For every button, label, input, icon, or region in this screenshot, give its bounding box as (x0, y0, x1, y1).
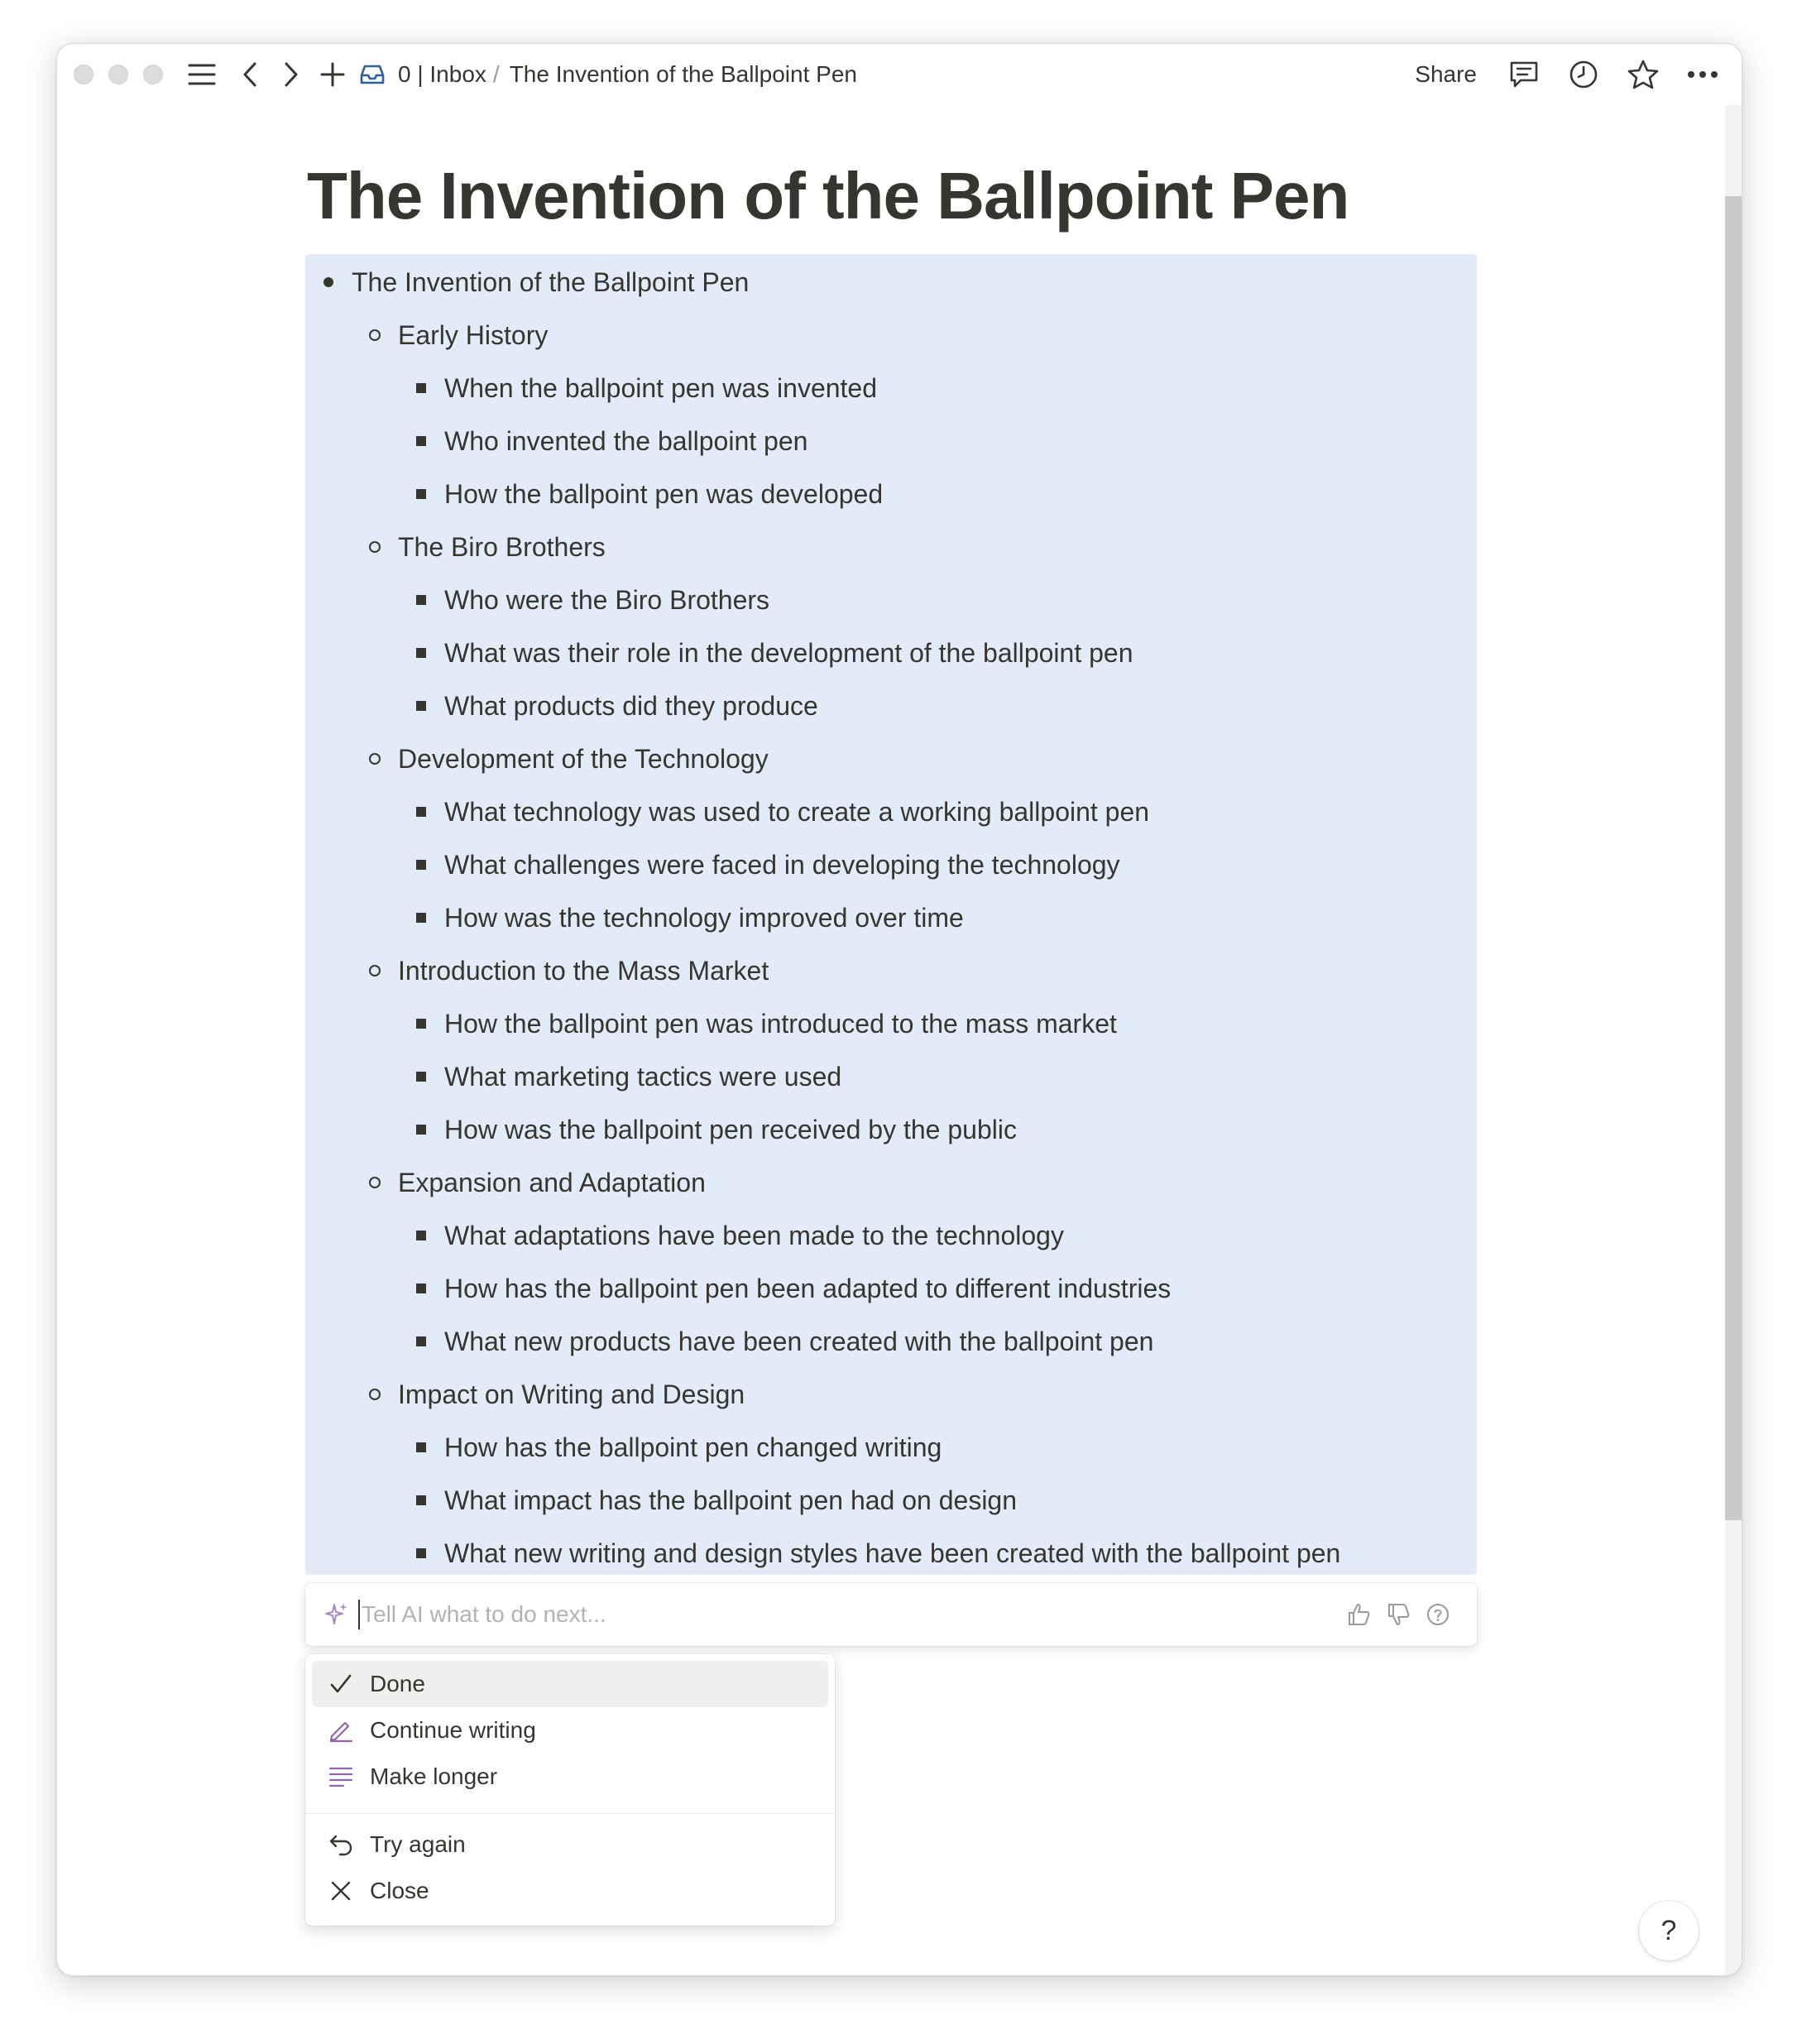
bullet-slot (398, 860, 444, 870)
square-bullet-icon (416, 1442, 426, 1452)
outline-item-text: Early History (398, 319, 549, 350)
menu-divider (305, 1813, 835, 1814)
outline-item-level-2[interactable] (352, 521, 606, 573)
square-bullet-icon (416, 595, 426, 605)
square-bullet-icon (416, 383, 426, 393)
outline-item-text: How was the technology improved over time (444, 902, 964, 933)
menu-item-close[interactable] (312, 1868, 828, 1914)
minimize-window-button[interactable] (108, 65, 128, 84)
bullet-slot (352, 1389, 398, 1400)
close-icon (325, 1875, 357, 1907)
bullet-slot (352, 965, 398, 976)
outline-item-text: How has the ballpoint pen been adapted to different industries (444, 1273, 1172, 1303)
history-clock-icon[interactable] (1565, 55, 1603, 94)
bullet-slot (398, 436, 444, 446)
circle-bullet-icon (369, 1177, 381, 1188)
check-icon (325, 1668, 357, 1700)
outline-item-level-1[interactable] (305, 256, 749, 309)
square-bullet-icon (416, 1125, 426, 1135)
outline-item-text: The Biro Brothers (398, 531, 606, 562)
outline-item-text: When the ballpoint pen was invented (444, 372, 878, 403)
ai-feedback-actions (1344, 1600, 1452, 1629)
favorite-star-icon[interactable] (1624, 55, 1662, 94)
menu-item-try-again[interactable] (312, 1821, 828, 1868)
bullet-slot (352, 753, 398, 765)
outline-item-level-3[interactable] (398, 997, 1117, 1050)
bullet-slot (398, 648, 444, 658)
outline-item-level-3[interactable] (398, 1209, 1064, 1262)
outline-item-level-3[interactable] (398, 1103, 1017, 1156)
square-bullet-icon (416, 1336, 426, 1346)
circle-bullet-icon (369, 329, 381, 341)
menu-item-continue-writing[interactable] (312, 1707, 828, 1754)
menu-item-label: Make longer (370, 1763, 498, 1789)
bullet-slot (398, 1125, 444, 1135)
square-bullet-icon (416, 1548, 426, 1558)
square-bullet-icon (416, 436, 426, 446)
close-window-button[interactable] (74, 65, 93, 84)
bullet-slot (398, 913, 444, 923)
circle-bullet-icon (369, 753, 381, 765)
outline-item-text: Expansion and Adaptation (398, 1167, 706, 1197)
outline-item-text: What products did they produce (444, 690, 818, 721)
menu-item-done[interactable] (312, 1661, 828, 1707)
bullet-slot (398, 1442, 444, 1452)
app-window (56, 43, 1742, 1976)
outline-item-text: What new writing and design styles have been created with the ballpoint pen (444, 1538, 1341, 1568)
outline-item-level-3[interactable] (398, 679, 818, 732)
thumbs-up-icon[interactable] (1344, 1600, 1373, 1629)
comments-icon[interactable] (1505, 55, 1543, 94)
undo-icon (325, 1829, 357, 1860)
outline-item-text: What challenges were faced in developing the technology (444, 849, 1120, 880)
share-button[interactable]: Share (1415, 61, 1477, 87)
outline-item-level-3[interactable] (398, 891, 964, 944)
outline-item-level-3[interactable] (398, 1421, 942, 1474)
zoom-window-button[interactable] (143, 65, 163, 84)
outline-item-level-3[interactable] (398, 1315, 1153, 1368)
square-bullet-icon (416, 1231, 426, 1240)
outline-item-level-3[interactable] (398, 1527, 1340, 1580)
outline-item-text: How the ballpoint pen was introduced to the mass market (444, 1008, 1117, 1039)
menu-item-label: Done (370, 1671, 425, 1696)
outline-item-level-2[interactable] (352, 944, 769, 997)
breadcrumb-separator: / (492, 61, 500, 87)
bullet-slot (305, 277, 352, 287)
more-options-icon[interactable] (1684, 55, 1722, 94)
bullet-slot (398, 1336, 444, 1346)
outline-item-level-2[interactable] (352, 1368, 745, 1421)
window-controls (74, 65, 163, 84)
outline-item-level-3[interactable] (398, 626, 1133, 679)
outline-item-text: Introduction to the Mass Market (398, 955, 769, 986)
disc-bullet-icon (323, 277, 333, 287)
ai-sparkle-icon (320, 1598, 353, 1631)
outline-item-level-3[interactable] (398, 468, 883, 521)
outline-item-text: How was the ballpoint pen received by the public (444, 1114, 1017, 1144)
bullet-slot (398, 1231, 444, 1240)
menu-item-make-longer[interactable] (312, 1754, 828, 1800)
menu-item-label: Close (370, 1878, 429, 1903)
square-bullet-icon (416, 1495, 426, 1505)
outline-item-level-2[interactable] (352, 732, 769, 785)
bullet-slot (398, 489, 444, 499)
outline-item-text: What was their role in the development of the ballpoint pen (444, 637, 1133, 668)
outline-item-level-3[interactable] (398, 415, 807, 468)
bullet-slot (398, 383, 444, 393)
outline-item-text: What adaptations have been made to the technology (444, 1220, 1064, 1250)
outline-item-level-2[interactable] (352, 309, 548, 362)
help-button[interactable]: ? (1639, 1901, 1699, 1960)
bullet-slot (398, 595, 444, 605)
inbox-icon[interactable] (353, 55, 391, 94)
circle-bullet-icon (369, 965, 381, 976)
outline-item-text: What new products have been created with the ballpoint pen (444, 1326, 1154, 1356)
square-bullet-icon (416, 1072, 426, 1082)
bullet-slot (398, 1283, 444, 1293)
breadcrumb-inbox[interactable]: 0 | Inbox (398, 61, 486, 87)
bullet-slot (352, 541, 398, 553)
bullet-slot (398, 1019, 444, 1029)
bullet-slot (398, 701, 444, 711)
circle-bullet-icon (369, 541, 381, 553)
ai-prompt-bar (305, 1583, 1477, 1646)
outline-item-level-3[interactable] (398, 1474, 1017, 1527)
forward-icon[interactable] (272, 55, 310, 94)
sidebar-menu-icon[interactable] (183, 55, 221, 94)
outline-item-text: Who invented the ballpoint pen (444, 425, 808, 456)
bullet-slot (352, 329, 398, 341)
ai-help-icon[interactable] (1424, 1600, 1452, 1629)
outline-item-level-2[interactable] (352, 1156, 706, 1209)
bullet-slot (398, 1495, 444, 1505)
outline-item-text: How has the ballpoint pen changed writing (444, 1432, 942, 1462)
outline-item-level-3[interactable] (398, 785, 1149, 838)
outline-item-level-3[interactable] (398, 573, 769, 626)
square-bullet-icon (416, 807, 426, 817)
square-bullet-icon (416, 648, 426, 658)
ai-action-menu (305, 1654, 835, 1926)
bullet-slot (398, 807, 444, 817)
outline-item-text: The Invention of the Ballpoint Pen (352, 266, 750, 297)
scrollbar-thumb[interactable] (1725, 196, 1742, 1520)
ai-prompt-input[interactable] (358, 1600, 1344, 1629)
back-icon[interactable] (231, 55, 269, 94)
outline-item-level-3[interactable] (398, 838, 1120, 891)
bullet-slot (398, 1072, 444, 1082)
title-bar (57, 44, 1742, 105)
square-bullet-icon (416, 701, 426, 711)
outline-item-text: What technology was used to create a working ballpoint pen (444, 796, 1150, 827)
breadcrumb-page[interactable]: The Invention of the Ballpoint Pen (509, 61, 857, 87)
menu-item-label: Try again (370, 1831, 466, 1857)
new-page-plus-icon[interactable] (314, 55, 352, 94)
bullet-slot (352, 1177, 398, 1188)
circle-bullet-icon (369, 1389, 381, 1400)
lines-icon (325, 1761, 357, 1792)
outline-item-level-3[interactable] (398, 1050, 841, 1103)
outline-item-level-3[interactable] (398, 1262, 1171, 1315)
outline-item-text: What marketing tactics were used (444, 1061, 842, 1092)
page-title[interactable]: The Invention of the Ballpoint Pen (307, 159, 1349, 233)
topbar-actions (1415, 44, 1722, 105)
square-bullet-icon (416, 1283, 426, 1293)
square-bullet-icon (416, 1019, 426, 1029)
square-bullet-icon (416, 913, 426, 923)
outline-item-level-3[interactable] (398, 362, 877, 415)
outline-item-text: Impact on Writing and Design (398, 1379, 745, 1409)
outline-item-text: Who were the Biro Brothers (444, 584, 770, 615)
menu-item-label: Continue writing (370, 1717, 536, 1743)
outline-item-text: How the ballpoint pen was developed (444, 478, 884, 509)
square-bullet-icon (416, 489, 426, 499)
square-bullet-icon (416, 860, 426, 870)
pen-icon (325, 1715, 357, 1746)
outline-item-text: What impact has the ballpoint pen had on design (444, 1485, 1018, 1515)
outline-item-text: Development of the Technology (398, 743, 769, 774)
thumbs-down-icon[interactable] (1384, 1600, 1412, 1629)
bullet-slot (398, 1548, 444, 1558)
